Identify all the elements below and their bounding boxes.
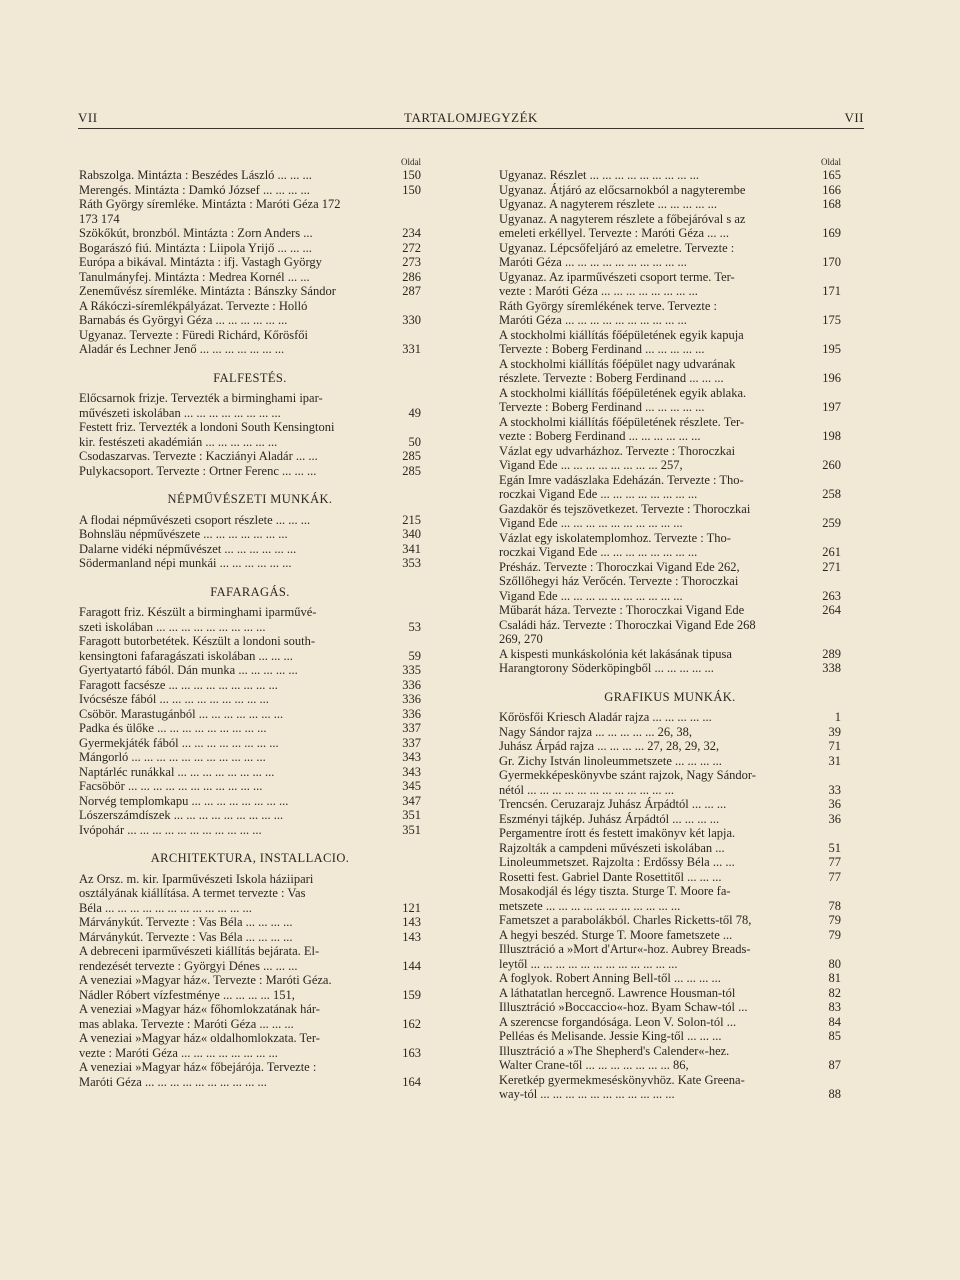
toc-entry (79, 226, 421, 241)
toc-entry (499, 647, 841, 662)
toc-entry-page: 271 (822, 559, 841, 574)
toc-entry-page: 78 (828, 898, 841, 913)
toc-entry-text: Norvég templomkapu ... ... ... ... ... ... ... ... (79, 793, 289, 808)
toc-entry (499, 826, 841, 855)
toc-entry (499, 870, 841, 885)
toc-entry (79, 420, 421, 449)
toc-entry-page: 71 (828, 739, 841, 753)
toc-entry (79, 270, 421, 285)
toc-entry-text: Márványkút. Tervezte : Vas Béla ... ... ... ... (79, 929, 293, 944)
toc-entry-page: 336 (402, 692, 421, 706)
toc-entry-text: A Rákóczi-síremlékpályázat. Tervezte : Holló Barnabás és Györgyi Géza ... ... ... ... ... ... (79, 298, 308, 327)
toc-entry-page: 264 (822, 603, 841, 617)
toc-entry-text: Gr. Zichy István linoleummetszete ... ... ... ... (499, 753, 722, 768)
left-column (79, 156, 421, 1089)
toc-entry (499, 444, 841, 473)
toc-entry-text: Festett friz. Tervezték a londoni South Kensingtoni kir. festészeti akadémián ... ... ... ... ... ... (79, 420, 335, 449)
toc-entry-text: Csodaszarvas. Tervezte : Kacziányi Aladár ... ... (79, 449, 318, 463)
toc-entry-text: A láthatatlan hercegnő. Lawrence Housman-tól (499, 985, 736, 1000)
toc-entry-text: Zeneművész síremléke. Mintázta : Bánszky Sándor (79, 284, 336, 298)
toc-entry (79, 1031, 421, 1060)
toc-entry-page: 343 (402, 750, 421, 764)
toc-entry-page: 331 (402, 342, 421, 356)
toc-entry-text: A stockholmi kiállítás főépületének egyik kapuja Tervezte : Boberg Ferdinand ... ... ... ... ... (499, 327, 744, 356)
toc-entry-text: A foglyok. Robert Anning Bell-től ... ... ... ... (499, 971, 721, 985)
toc-entry (79, 736, 421, 751)
toc-entry (499, 502, 841, 531)
toc-entry (499, 531, 841, 560)
toc-entry-text: Ivócsésze fából ... ... ... ... ... ... ... ... ... (79, 692, 269, 706)
toc-entry-page: 36 (828, 811, 841, 826)
toc-entry (499, 812, 841, 827)
toc-entry-text: Pergamentre írott és festett imakönyv két lapja. Rajzolták a campdeni művészeti iskolában ... (499, 826, 736, 855)
toc-entry-text: Présház. Tervezte : Thoroczkai Vigand Ede 262, (499, 559, 740, 574)
toc-entry (499, 168, 841, 183)
oldal-label-right: Oldal (821, 157, 841, 167)
toc-entry-page: 166 (822, 182, 841, 197)
toc-entry-page: 162 (402, 1016, 421, 1031)
toc-entry-text: Pulykacsoport. Tervezte : Ortner Ferenc ... ... ... (79, 463, 317, 478)
section-heading: NÉPMŰVÉSZETI MUNKÁK. (167, 492, 333, 506)
toc-entry-text: Lószerszámdíszek ... ... ... ... ... ... ... ... ... (79, 808, 284, 822)
toc-entry-page: 165 (822, 168, 841, 182)
toc-entry (79, 779, 421, 794)
toc-entry (499, 913, 841, 928)
toc-entry-text: Ráth György síremlékének terve. Tervezte : Maróti Géza ... ... ... ... ... ... ... ... ... ... (499, 298, 718, 327)
toc-entry-text: Európa a bikával. Mintázta : ifj. Vastagh György (79, 255, 322, 269)
toc-entry-text: Naptárléc runákkal ... ... ... ... ... ... ... ... (79, 764, 275, 779)
toc-entry (79, 634, 421, 663)
toc-entry-text: Trencsén. Ceruzarajz Juhász Árpádtól ... ... ... (499, 797, 727, 811)
toc-entry-text: A veneziai »Magyar ház«. Tervezte : Maróti Géza. Nádler Róbert vízfestménye ... ... ... ... 151, (79, 973, 332, 1002)
toc-entry-page: 196 (822, 371, 841, 385)
toc-entry-page: 343 (402, 764, 421, 779)
toc-entry-text: Fametszet a parabolákból. Charles Ricketts-től 78, (499, 913, 752, 927)
toc-entry (499, 473, 841, 502)
toc-entry-page: 336 (402, 706, 421, 721)
toc-entry (79, 605, 421, 634)
toc-entry (499, 1015, 841, 1030)
toc-entry-page: 337 (402, 721, 421, 735)
toc-entry-page: 87 (828, 1058, 841, 1072)
toc-entry (79, 299, 421, 328)
toc-entry (499, 241, 841, 270)
toc-entry-page: 285 (402, 449, 421, 463)
toc-entry-page: 49 (408, 405, 421, 420)
toc-entry (499, 270, 841, 299)
toc-entry (79, 513, 421, 528)
toc-entry-text: A hegyi beszéd. Sturge T. Moore fametszete ... (499, 927, 733, 942)
toc-entry (79, 197, 421, 226)
toc-entry-page: 77 (828, 869, 841, 884)
toc-entry-text: Ugyanaz. Részlet ... ... ... ... ... ... ... ... ... (499, 168, 699, 182)
toc-entry-page: 170 (822, 255, 841, 269)
toc-entry (499, 197, 841, 212)
toc-entry-page: 353 (402, 556, 421, 570)
section-heading: FALFESTÉS. (213, 370, 287, 385)
toc-entry-text: Gyermekképeskönyvbe szánt rajzok, Nagy Sándor- nétól ... ... ... ... ... ... ... ... ... ... ... ... (499, 768, 756, 797)
toc-entry-page: 336 (402, 677, 421, 692)
toc-entry (79, 527, 421, 542)
toc-entry (499, 797, 841, 812)
page-header (78, 104, 864, 126)
toc-entry (499, 183, 841, 198)
toc-entry-text: Ivópohár ... ... ... ... ... ... ... ... ... ... ... (79, 822, 262, 837)
toc-entry-page: 79 (828, 913, 841, 927)
toc-entry-page: 84 (828, 1014, 841, 1029)
toc-entry (499, 299, 841, 328)
toc-entry (79, 391, 421, 420)
toc-entry-page: 164 (402, 1074, 421, 1089)
toc-entry-text: Ugyanaz. Az iparművészeti csoport terme. Ter- vezte : Maróti Géza ... ... ... ... ... ... ... ... (499, 269, 735, 298)
toc-entry-page: 351 (402, 822, 421, 837)
toc-entry-page: 335 (402, 663, 421, 677)
toc-entry (499, 560, 841, 575)
toc-entry (79, 183, 421, 198)
toc-entry-text: Gyertyatartó fából. Dán munka ... ... ... ... ... (79, 663, 298, 677)
toc-entry-page: 351 (402, 808, 421, 822)
toc-entry-text: Ugyanaz. A nagyterem részlete ... ... ... ... ... (499, 197, 717, 211)
toc-entry-page: 85 (828, 1029, 841, 1043)
toc-entry-page: 263 (822, 588, 841, 603)
toc-entry-text: Faragott butorbetétek. Készült a londoni south- kensingtoni fafaragászati iskolában ... ... ... (79, 634, 316, 663)
toc-entry (79, 765, 421, 780)
toc-entry-text: Kőrösfői Kriesch Aladár rajza ... ... ... ... ... (499, 710, 712, 724)
toc-entry-page: 286 (402, 269, 421, 284)
toc-entry-page: 36 (828, 797, 841, 811)
toc-entry-text: A veneziai »Magyar ház« főbejárója. Tervezte : Maróti Géza ... ... ... ... ... ... ... ... ... ... (79, 1060, 317, 1089)
toc-entry-page: 144 (402, 958, 421, 973)
toc-entry-text: Tanulmányfej. Mintázta : Medrea Kornél ... ... (79, 269, 310, 284)
toc-entry-page: 258 (822, 487, 841, 501)
toc-entry (79, 973, 421, 1002)
toc-entry-page: 150 (402, 182, 421, 197)
toc-entry-text: Szőllőhegyi ház Verőcén. Tervezte : Thoroczkai Vigand Ede ... ... ... ... ... ... ... ... ... ... (499, 574, 739, 603)
toc-entry (79, 750, 421, 765)
toc-entry (499, 739, 841, 754)
toc-entry-page: 341 (402, 541, 421, 556)
toc-entry-page: 31 (828, 753, 841, 768)
toc-entry (79, 168, 421, 183)
toc-entry (79, 678, 421, 693)
toc-entry (79, 1002, 421, 1031)
toc-entry-text: Bogarászó fiú. Mintázta : Liipola Yrijő ... ... ... (79, 240, 312, 255)
toc-entry (499, 357, 841, 386)
toc-entry-page: 260 (822, 458, 841, 472)
toc-entry-text: A veneziai »Magyar ház« főhomlokzatának hár- mas ablaka. Tervezte : Maróti Géza ... ... ... (79, 1002, 320, 1031)
toc-entry (499, 1029, 841, 1044)
toc-entry-text: Gazdakör és tejszövetkezet. Tervezte : Thoroczkai Vigand Ede ... ... ... ... ... ... ... ... ... ... (499, 501, 751, 530)
toc-entry-page: 59 (408, 648, 421, 663)
toc-entry (79, 255, 421, 270)
toc-entry-text: Szökőkút, bronzból. Mintázta : Zorn Anders ... (79, 226, 313, 240)
toc-entry-text: Faragott friz. Készült a birminghami iparművé- szeti iskolában ... ... ... ... ... ... ... ... ... (79, 605, 317, 634)
toc-entry-page: 143 (402, 915, 421, 929)
toc-entry (79, 794, 421, 809)
toc-entry-text: Ugyanaz. A nagyterem részlete a főbejáróval s az emeleti erkéllyel. Tervezte : Maróti Géza ... ... (499, 211, 746, 240)
toc-entry-text: A kispesti munkáskolónia két lakásának tipusa (499, 646, 732, 661)
section-heading: ARCHITEKTURA, INSTALLACIO. (150, 851, 350, 865)
toc-entry-text: Családi ház. Tervezte : Thoroczkai Vigand Ede 268 269, 270 (499, 617, 756, 646)
toc-entry-text: Mosakodjál és légy tiszta. Sturge T. Moore fa- metszete ... ... ... ... ... ... ... ... ... ... ... (499, 884, 731, 913)
toc-entry-text: Csöbör. Marastugánból ... ... ... ... ... ... ... (79, 706, 284, 721)
toc-entry-page: 340 (402, 527, 421, 541)
toc-entry (499, 415, 841, 444)
toc-entry (499, 574, 841, 603)
right-column (499, 156, 841, 1102)
toc-entry (499, 386, 841, 415)
toc-entry-text: A veneziai »Magyar ház« oldalhomlokzata. Ter- vezte : Maróti Géza ... ... ... ... ... ... ... ... (79, 1031, 320, 1060)
toc-entry-text: Nagy Sándor rajza ... ... ... ... ... 26, 38, (499, 724, 693, 739)
toc-entry (79, 241, 421, 256)
header-rule (78, 128, 864, 129)
section-heading: GRAFIKUS MUNKÁK. (604, 689, 736, 704)
toc-entry-text: Pelléas és Melisande. Jessie King-től ... ... ... (499, 1029, 722, 1043)
toc-entry-page: 53 (408, 619, 421, 634)
toc-entry (79, 915, 421, 930)
toc-entry-page: 50 (408, 434, 421, 449)
toc-entry-page: 121 (402, 900, 421, 915)
toc-entry (499, 603, 841, 618)
toc-entry (79, 808, 421, 823)
toc-entry (79, 944, 421, 973)
toc-entry (499, 1000, 841, 1015)
toc-entry (79, 556, 421, 571)
toc-entry-text: Merengés. Mintázta : Damkó József ... ... ... ... (79, 182, 310, 197)
toc-entry (79, 328, 421, 357)
toc-entry-page: 175 (822, 313, 841, 327)
toc-entry (499, 928, 841, 943)
toc-entry (79, 721, 421, 736)
oldal-label-left: Oldal (401, 157, 421, 167)
toc-entry-page: 272 (402, 240, 421, 255)
toc-entry-text: Eszményi tájkép. Juhász Árpádtól ... ... ... ... (499, 811, 720, 826)
toc-entry-text: Ráth György síremléke. Mintázta : Maróti Géza 172 173 174 (79, 197, 341, 226)
toc-entry-page: 261 (822, 545, 841, 559)
toc-entry (79, 872, 421, 916)
toc-entry-page: 215 (402, 512, 421, 527)
toc-entry-page: 81 (828, 971, 841, 985)
toc-entry-text: Keretkép gyermekmeséskönyvhöz. Kate Greena- way-tól ... ... ... ... ... ... ... ... ... ... ... (499, 1072, 745, 1101)
toc-entry-page: 39 (828, 724, 841, 739)
toc-entry-page: 234 (402, 226, 421, 240)
toc-entry (499, 661, 841, 676)
toc-entry-page: 195 (822, 342, 841, 356)
toc-entry-page: 79 (828, 927, 841, 942)
toc-entry-page: 33 (828, 782, 841, 797)
toc-entry-text: A flodai népművészeti csoport részlete ... ... ... (79, 512, 311, 527)
toc-entry-text: Juhász Árpád rajza ... ... ... ... 27, 28, 29, 32, (499, 739, 720, 753)
toc-entry-text: A stockholmi kiállítás főépületének egyik ablaka. Tervezte : Boberg Ferdinand ... ... ... ... ... (499, 385, 747, 414)
page-title: TARTALOMJEGYZÉK (404, 110, 538, 125)
toc-entry-text: Ugyanaz. Átjáró az előcsarnokból a nagyterembe (499, 182, 746, 197)
toc-entry-text: Ugyanaz. Tervezte : Füredi Richárd, Kőrösfői Aladár és Lechner Jenő ... ... ... ... ... ... ... (79, 327, 309, 356)
toc-entry (499, 855, 841, 870)
toc-entry (79, 542, 421, 557)
toc-entry-page: 338 (822, 661, 841, 675)
toc-entry-page: 171 (822, 284, 841, 298)
toc-entry-page: 285 (402, 463, 421, 478)
toc-entry-text: Vázlat egy iskolatemplomhoz. Tervezte : Tho- roczkai Vigand Ede ... ... ... ... ... ... ... ... (499, 530, 731, 559)
toc-entry (499, 942, 841, 971)
toc-entry-text: Facsöbör ... ... ... ... ... ... ... ... ... ... ... (79, 779, 263, 793)
toc-entry (499, 884, 841, 913)
toc-entry (499, 328, 841, 357)
page-number-left: VII (78, 110, 98, 125)
toc-entry (79, 707, 421, 722)
toc-entry-text: Dalarne vidéki népművészet ... ... ... ... ... ... (79, 541, 297, 556)
section-heading: FAFARAGÁS. (210, 584, 290, 599)
toc-entry-page: 82 (828, 985, 841, 1000)
toc-entry (499, 212, 841, 241)
toc-entry (79, 449, 421, 464)
toc-entry-text: Egán Imre vadászlaka Edeházán. Tervezte : Tho- roczkai Vigand Ede ... ... ... ... ... ... ... ... (499, 472, 744, 501)
toc-entry-text: Műbarát háza. Tervezte : Thoroczkai Vigand Ede (499, 603, 745, 617)
toc-entry-text: Ugyanaz. Lépcsőfeljáró az emeletre. Tervezte : Maróti Géza ... ... ... ... ... ... ... ... ... ... (499, 240, 735, 269)
toc-entry-text: Vázlat egy udvarházhoz. Tervezte : Thoroczkai Vigand Ede ... ... ... ... ... ... ... ... 257, (499, 443, 736, 472)
toc-entry (499, 768, 841, 797)
toc-entry-text: Rabszolga. Mintázta : Beszédes László ... ... ... (79, 168, 312, 182)
toc-entry (499, 725, 841, 740)
toc-entry-page: 345 (402, 779, 421, 793)
toc-entry-text: Linoleummetszet. Rajzolta : Erdőssy Béla ... ... (499, 855, 735, 869)
toc-entry (499, 618, 841, 647)
toc-entry-page: 330 (402, 313, 421, 327)
toc-entry-text: Illusztráció »Boccaccio«-hoz. Byam Schaw-tól ... (499, 1000, 748, 1014)
toc-entry-text: Rosetti fest. Gabriel Dante Rosettitől ... ... ... (499, 869, 722, 884)
toc-entry-page: 169 (822, 226, 841, 240)
toc-entry-text: A stockholmi kiállítás főépület nagy udvarának részlete. Tervezte : Boberg Ferdinand ... ... ... (499, 356, 736, 385)
toc-entry-page: 163 (402, 1045, 421, 1060)
toc-entry-page: 159 (402, 987, 421, 1002)
toc-entry-text: Södermanland népi munkái ... ... ... ... ... ... (79, 556, 292, 570)
page-number-right: VII (844, 110, 864, 125)
toc-entry (499, 971, 841, 986)
toc-entry-text: Előcsarnok frizje. Tervezték a birminghami ipar- művészeti iskolában ... ... ... ... ... ... ... ... (79, 391, 323, 420)
toc-entry-page: 273 (402, 255, 421, 269)
toc-entry-text: Márványkút. Tervezte : Vas Béla ... ... ... ... (79, 915, 293, 929)
toc-entry-page: 259 (822, 516, 841, 530)
toc-entry (79, 692, 421, 707)
toc-entry-text: Bohnsläu népművészete ... ... ... ... ... ... ... (79, 527, 288, 541)
toc-entry-text: Az Orsz. m. kir. Iparművészeti Iskola háziipari osztályának kiállítása. A termet tervezte : Vas Béla ... ... ... ... ... ... ... ... ... ... ... ... (79, 871, 314, 915)
toc-entry-text: A szerencse forgandósága. Leon V. Solon-tól ... (499, 1014, 737, 1029)
toc-entry-page: 143 (402, 929, 421, 944)
toc-entry (79, 823, 421, 838)
toc-entry (499, 986, 841, 1001)
toc-entry (499, 1073, 841, 1102)
toc-entry-page: 88 (828, 1087, 841, 1101)
toc-entry (79, 284, 421, 299)
toc-entry-page: 168 (822, 197, 841, 211)
toc-entry-page: 347 (402, 793, 421, 808)
toc-entry-text: A stockholmi kiállítás főépületének részlete. Ter- vezte : Boberg Ferdinand ... ... ... ... ... ... (499, 414, 745, 443)
toc-entry-page: 198 (822, 429, 841, 443)
toc-entry-page: 289 (822, 646, 841, 661)
toc-entry-page: 77 (828, 855, 841, 869)
toc-entry-page: 83 (828, 1000, 841, 1014)
toc-entry (499, 710, 841, 725)
toc-entry-text: Harangtorony Söderköpingből ... ... ... ... ... (499, 661, 714, 675)
toc-entry-page: 287 (402, 284, 421, 298)
toc-entry (79, 663, 421, 678)
toc-entry-text: Illusztráció a »Mort d'Artur«-hoz. Aubrey Breads- leytől ... ... ... ... ... ... ... ... ... ... ... ... (499, 942, 751, 971)
toc-entry-text: Padka és ülőke ... ... ... ... ... ... ... ... ... (79, 721, 267, 735)
toc-entry-page: 150 (402, 168, 421, 182)
toc-entry (499, 754, 841, 769)
toc-entry-page: 197 (822, 400, 841, 414)
toc-entry (79, 464, 421, 479)
toc-entry-text: Faragott facsésze ... ... ... ... ... ... ... ... ... (79, 677, 278, 692)
toc-entry-text: A debreceni iparművészeti kiállítás bejárata. El- rendezését tervezte : Györgyi Dénes ... ... ... (79, 944, 320, 973)
toc-entry-page: 337 (402, 735, 421, 750)
toc-entry-page: 80 (828, 956, 841, 971)
toc-entry (79, 1060, 421, 1089)
toc-entry-page: 1 (834, 710, 841, 724)
toc-entry-text: Mángorló ... ... ... ... ... ... ... ... ... ... ... (79, 750, 266, 764)
toc-entry-text: Gyermekjáték fából ... ... ... ... ... ... ... ... (79, 735, 279, 750)
toc-entry-text: Illusztráció a »The Shepherd's Calender«-hez. Walter Crane-től ... ... ... ... ... ... ... 86, (499, 1043, 730, 1072)
toc-entry-page: 51 (828, 840, 841, 855)
toc-entry (79, 930, 421, 945)
toc-entry (499, 1044, 841, 1073)
